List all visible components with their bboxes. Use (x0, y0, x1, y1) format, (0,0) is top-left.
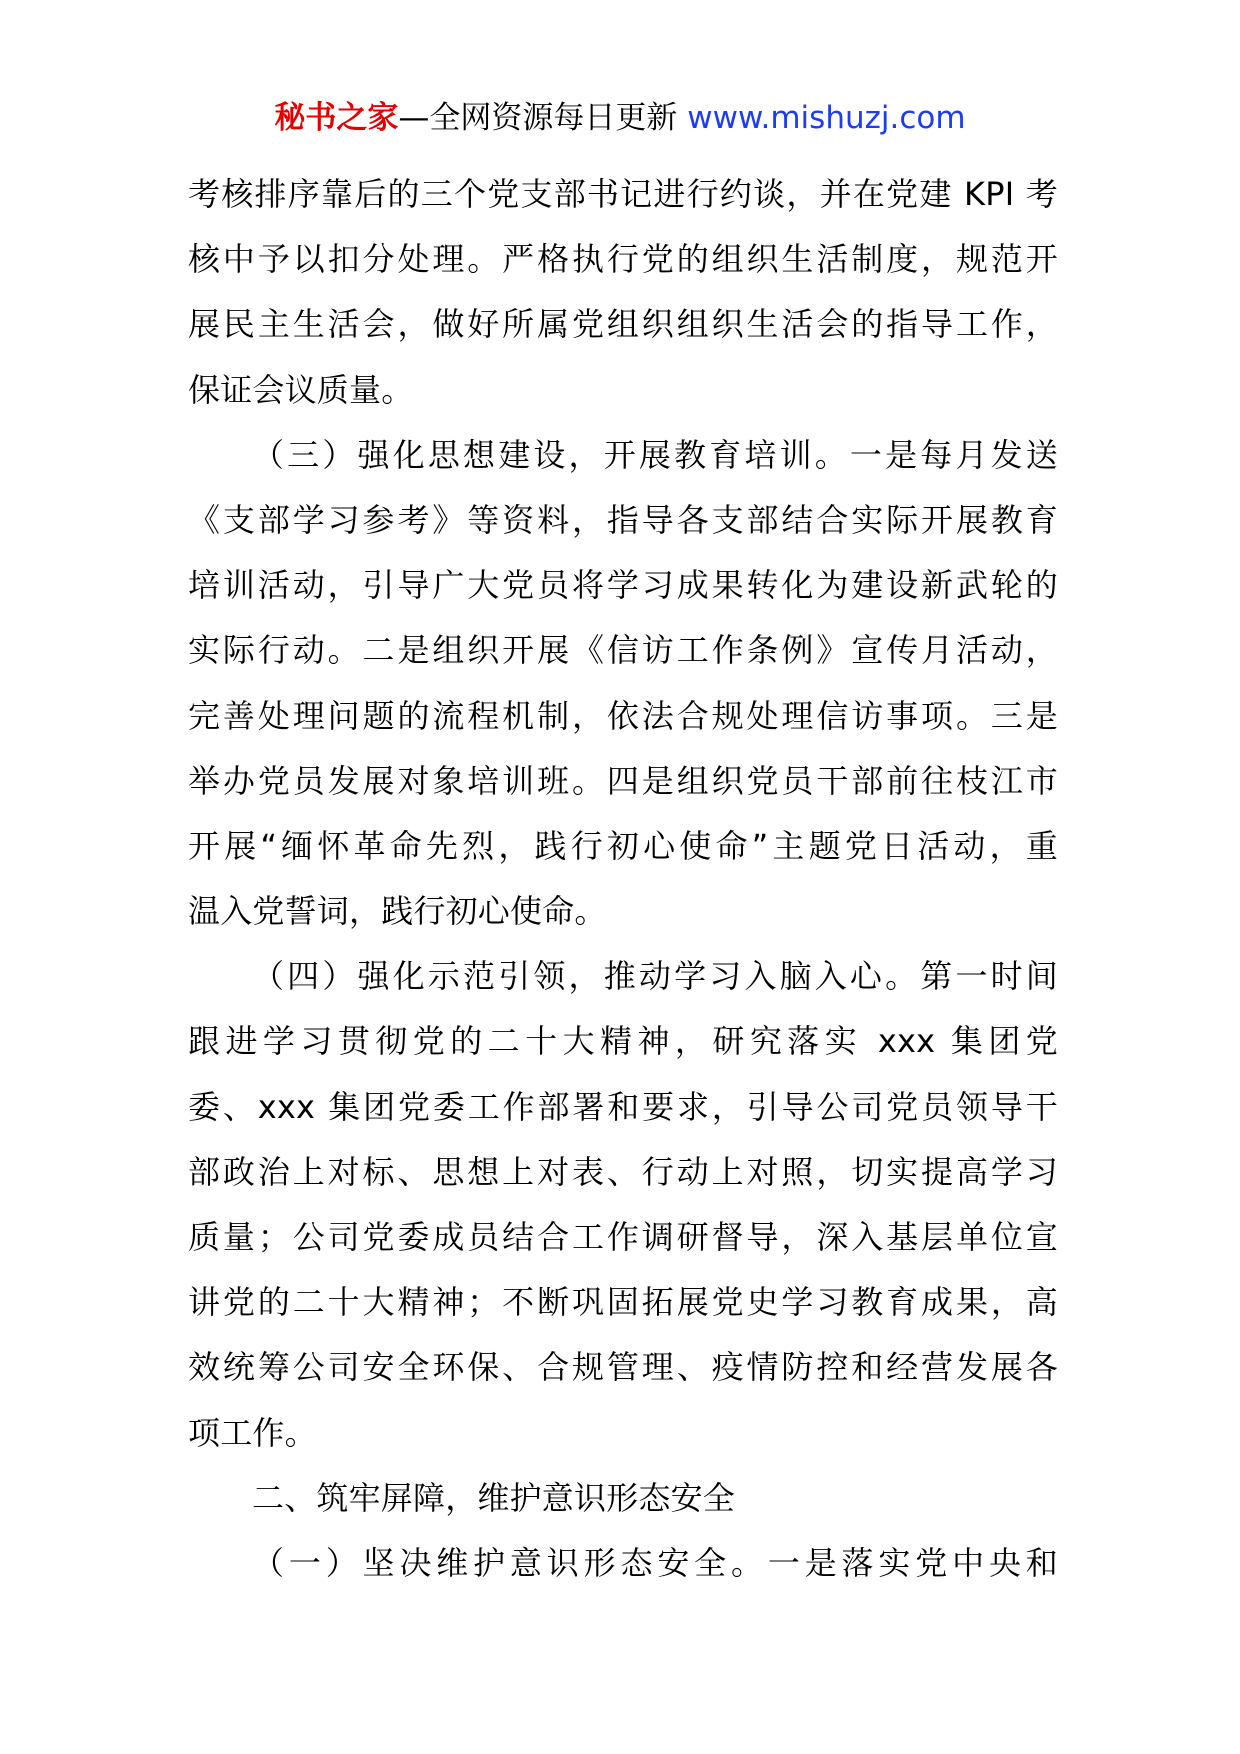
paragraph-start-line: （三）强化思想建设，开展教育培训。一是每月发送 (252, 435, 1058, 474)
site-brand: 秘书之家 (274, 100, 399, 136)
site-tagline: —全网资源每日更新 (398, 100, 688, 136)
text-line: 质量；公司党委成员结合工作调研督导，深入基层单位宣 (188, 1218, 1058, 1256)
paragraph-start-line: （四）强化示范引领，推动学习入脑入心。第一时间 (252, 957, 1058, 996)
text-line: 举办党员发展对象培训班。四是组织党员干部前往枝江市 (188, 761, 1058, 800)
text-line: 核中予以扣分处理。严格执行党的组织生活制度，规范开 (188, 240, 1058, 279)
text-line: 开展“缅怀革命先烈，践行初心使命”主题党日活动，重 (188, 826, 1058, 865)
text-line: 《支部学习参考》等资料，指导各支部结合实际开展教育 (188, 500, 1058, 539)
document-body (188, 162, 1058, 1596)
text-line: 委、xxx 集团党委工作部署和要求，引导公司党员领导干 (188, 1087, 1058, 1126)
text-line: 温入党誓词，践行初心使命。 (188, 892, 607, 931)
text-line: 效统筹公司安全环保、合规管理、疫情防控和经营发展各 (188, 1348, 1058, 1387)
text-line: 部政治上对标、思想上对表、行动上对照，切实提高学习 (188, 1152, 1058, 1191)
site-url[interactable]: www.mishuzj.com (687, 100, 966, 136)
text-line: 跟进学习贯彻党的二十大精神，研究落实 xxx 集团党 (188, 1022, 1058, 1061)
site-header (0, 98, 1240, 138)
text-line: 实际行动。二是组织开展《信访工作条例》宣传月活动， (188, 631, 1058, 670)
text-line: 项工作。 (188, 1413, 317, 1452)
section-heading: 二、筑牢屏障，维护意识形态安全 (252, 1478, 736, 1517)
paragraph-start-line: （一）坚决维护意识形态安全。一是落实党中央和 (252, 1543, 1058, 1582)
text-line: 保证会议质量。 (188, 370, 414, 409)
text-line: 培训活动，引导广大党员将学习成果转化为建设新武轮的 (188, 566, 1058, 605)
text-line: 完善处理问题的流程机制，依法合规处理信访事项。三是 (188, 696, 1058, 735)
text-line: 展民主生活会，做好所属党组织组织生活会的指导工作， (188, 305, 1058, 344)
text-line: 考核排序靠后的三个党支部书记进行约谈，并在党建 KPI 考 (188, 175, 1058, 213)
text-line: 讲党的二十大精神；不断巩固拓展党史学习教育成果，高 (188, 1283, 1058, 1322)
